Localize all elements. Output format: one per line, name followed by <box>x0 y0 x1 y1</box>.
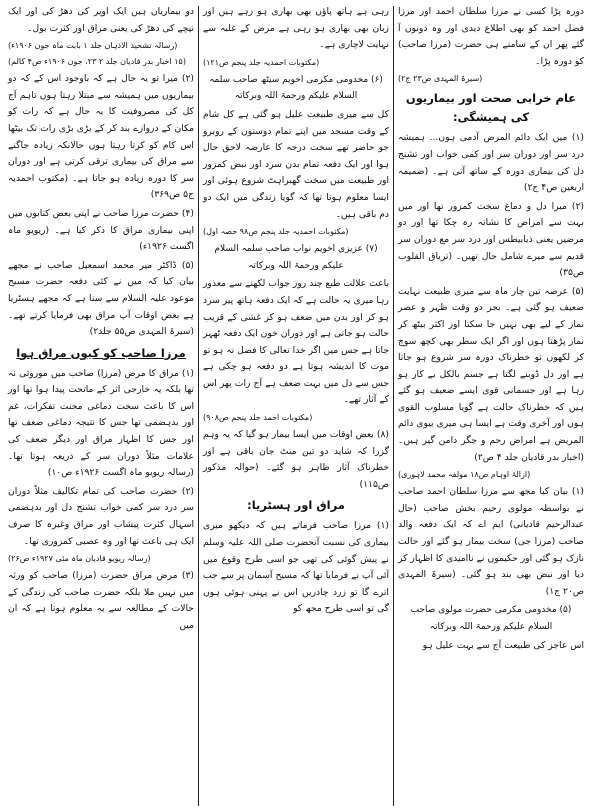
paragraph: (۱) مراق کا مرض (مرزا) صاحب میں موروثی نہ تھا بلکہ یہ خارجی اثر کے ماتحت پیدا ہوا تھا اور اس کا باعث سخت دماغی محنت تفکرات، غم اور بدہضمی تھا جس کا نتیجہ دماغی ضعف تھا اور جس کا اظہار مراق اور دیگر ضعف کی علامات مثلاً دوران سر کے ذریعہ ہوتا تھا۔ (رسالہ ریویو ماہ اگست ۱۹۲۶ء ص۱۰) <box>8 367 194 479</box>
salutation: (۶) مخدومی مکرمی اخویم سیٹھ صاحب سلمہ السلام علیکم ورحمۃ اللہ وبرکاتہ <box>209 74 383 102</box>
section-heading: عام خرابی صحت اور بیماریوں کی ہمیشگی: <box>405 91 577 125</box>
citation: (رسالہ ریویو قادیان ماہ مئی ۱۹۲۷ء ص۲۶) <box>8 554 151 564</box>
text-column-middle <box>200 4 392 809</box>
citation: (ازالۂ اوہام ص۱۸ مولفہ محمد لاہوری) <box>398 470 531 480</box>
paragraph: رہی ہے ہاتھ پاؤں بھی بھاری ہو رہے ہیں اور زبان بھی بھاری ہو رہی ہے مرض کے غلبہ سے نہایت لاچاری ہے۔ <box>203 6 389 51</box>
paragraph: (۲) حضرت صاحب کی تمام تکالیف مثلاً دوران سر درد سر کمی خواب تشنج دل اور بدہضمی اسہال کثرت پیشاب اور مراق وغیرہ کا صرف ایک ہی باعث تھا اور وہ عصبی کمزوری تھا۔ <box>8 485 194 547</box>
paragraph: باعث علالت طبع چند روز جواب لکھنے سے معذور رہا میری یہ حالت ہے کہ ایک دفعہ ہاتھ پیر سرد ہو کر اور بدن میں ضعف ہو کر غشی کے قریب حالت ہو جاتی ہے اور دوران خون ایک دفعہ ٹھہر جاتا ہے جس میں اگر خدا تعالی کا فضل نہ ہو تو موت کا اندیشہ ہوتا ہے دو دفعہ ہو چکی ہے جس سے دل میں بہت ضعف ہے آج رات پھر اس کے آثار تھے۔ <box>203 278 389 406</box>
salutation: (۵) مخدومی مکرمی حضرت مولوی صاحب السلام علیکم ورحمۃ اللہ وبرکاتہ <box>410 605 572 632</box>
column-divider <box>198 6 199 806</box>
text-column-right <box>395 4 587 809</box>
paragraph: (۳) مرض مراق حضرت (مرزا) صاحب کو ورثہ میں نہیں ملا بلکہ حضرت صاحب کی زندگی کے حالات کے مطالعہ سے یہ معلوم ہوتا ہے کہ ان میں <box>8 570 194 631</box>
citation: (مکتوبات احمد جلد پنجم ص۹۰۸) <box>203 413 313 423</box>
paragraph: دو بیماریاں ہیں ایک اوپر کی دھڑ کی اور ایک نیچے کی دھڑ کی یعنی مراق اور کثرت بول۔ <box>8 6 194 34</box>
paragraph: (۱) مرزا صاحب فرماتے ہیں کہ دیکھو میری بیماری کی نسبت آنحضرت صلی اللہ علیہ وسلم نے پیش گوئی کی تھی جو اسی طرح وقوع میں آئی آپ نے فرمایا تھا کہ مسیح آسمان پر سے جب اترے گا تو زرد چادریں اس نے پہنی ہوئی ہوں گی تو اسی طرح مجھ کو <box>203 520 389 615</box>
paragraph: اس عاجز کی طبیعت آج سے بہت علیل ہو <box>422 639 584 651</box>
column-divider <box>393 6 394 806</box>
text-column-left <box>5 4 197 809</box>
paragraph: (۱) بیان کیا مجھ سے مرزا سلطان احمد صاحب نے بواسطہ مولوی رحیم بخش صاحب (حال عبدالرحیم قادیانی) ایم اے کہ ایک دفعہ والد صاحب (مرزا جی) سخت بیمار ہو گئے اور حالت نازک ہو گئی اور حکیموں نے ناامیدی کا اظہار کر دیا اور نبض بھی بند ہو گئی۔ (سیرۃ المہدی ص۲۰ ج۱) <box>398 486 584 597</box>
salutation: (۷) عزیزی اخویم نواب صاحب سلمہ السلام علیکم ورحمۃ اللہ وبرکاتہ <box>214 244 378 271</box>
section-heading: مرزا صاحب کو کیوں مراق ہوا <box>16 345 186 360</box>
paragraph: (۴) حضرت مرزا صاحب نے اپنی بعض کتابوں میں اپنی بیماری مراق کا ذکر کیا ہے۔ (ریویو ماہ اگست ۱۹۲۶ء) <box>8 207 194 253</box>
citation: (۱۵ اخبار بدر قادیان جلد ۲ ۲۳، جون ۱۹۰۶ء ص۴ کالم) <box>8 57 186 67</box>
citation: (مکتوبات احمدیہ جلد پنجم ص۹۸ حصہ اول) <box>203 227 349 237</box>
paragraph: (۱) میں ایک دائم المرض آدمی ہوں... ہمیشہ درد سر اور دوران سر اور کمی خواب اور تشنج دل کی بیماری دورہ کے ساتھ آتی ہے۔ (ضمیمہ اربعین ص۴ ج۲) <box>398 132 584 194</box>
citation: (رسالہ تشحیذ الاذہان جلد ۱ بابت ماہ جون ۱۹۰۶ء) <box>8 41 178 51</box>
paragraph: کل سے میری طبیعت علیل ہو گئی ہے کل شام کے وقت مسجد میں اپنے تمام دوستوں کے روبرو جو حاضر تھے سخت درجہ کا عارضہ لاحق حال ہوا اور ایک دفعہ تمام بدن سرد اور نبض کمزور اور طبیعت میں سخت گھبراہٹ شروع ہوئی اور ایسا معلوم ہوتا تھا کہ گویا زندگی میں ایک دو دم باقی ہیں۔ <box>203 108 389 220</box>
paragraph: (۵) عرصہ تین چار ماہ سے میری طبیعت نہایت ضعیف ہو گئی ہے۔ بجز دو وقت ظہر و عصر نماز کے لیے بھی نہیں جا سکتا اور اکثر بیٹھ کر نماز پڑھتا ہوں اور اگر ایک سطر بھی کچھ سوچ کر لکھوں تو خطرناک دورہ سر شروع ہو جاتا ہے اور دل ڈوبنے لگتا ہے جسم بالکل بے کار ہو رہا ہے اور جسمانی قوی ایسے ضعیف ہو گئے ہیں کہ خطرناک حالت ہے گویا مسلوب القوی ہوں اور آخری وقت ہے ایسا ہی میری بیوی دائم المریض ہے امراض رحم و جگر دامن گیر ہیں۔ (اخبار بدر قادیان جلد ۴ ص۲) <box>398 285 584 463</box>
paragraph: (۸) بعض اوقات میں ایسا بیمار ہو گیا کہ یہ وہم گزرا کہ شاید دو تین منٹ جان باقی ہے اور خطرناک آثار ظاہر ہو گئے۔ (حوالہ مذکور ص۱۱۵) <box>203 429 389 490</box>
citation: (سیرۃ المہدی ص۲۳ ج۲) <box>398 74 483 84</box>
paragraph: دورہ پڑا کسی نے مرزا سلطان احمد اور مرزا فضل احمد کو بھی اطلاع دیدی اور وہ دونوں آ گئے پھر ان کے سامنے ہی حضرت (مرزا صاحب) کو دورہ پڑا۔ <box>398 6 584 67</box>
paragraph: (۲) میرا تو یہ حال ہے کہ باوجود اس کے کہ دو بیماریوں میں ہمیشہ سے مبتلا رہتا ہوں تاہم آج کل کی مصروفیت کا یہ حال ہے کہ رات کو مکان کے دروازے بند کر کے بڑی بڑی رات تک بیٹھا اس کام کو کرتا رہتا ہوں حالانکہ زیادہ جاگنے سے مراق کی بیماری ترقی کرتی ہے اور دوران سر کا دورہ زیادہ ہو جاتا ہے۔ (مکتوب احمدیہ ج۵ ص۳۶۹) <box>8 73 194 201</box>
section-heading: مراق اور ہسٹریا: <box>247 498 345 513</box>
citation: (مکتوبات احمدیہ جلد پنجم ص۱۲۱) <box>203 57 320 67</box>
paragraph: (۵) ڈاکٹر میر محمد اسمعیل صاحب نے مجھے بیان کیا کہ میں نے کئی دفعہ حضرت مسیح موعود علیہ السلام سے سنا ہے کہ مجھے ہسٹریا ہے بعض اوقات آپ مراق بھی فرمایا کرتے تھے۔ (سیرۃ المہدی ص۵۵ جلد۲) <box>8 259 194 338</box>
paragraph: (۲) میرا دل و دماغ سخت کمزور تھا اور میں بہت سے امراض کا نشانہ رہ چکا تھا اور دو مرضیں یعنی ذیابیطس اور درد سر مع دوران سر قدیم سے میرے شامل حال تھیں۔ (تریاق القلوب ص۳۵) <box>398 200 584 279</box>
